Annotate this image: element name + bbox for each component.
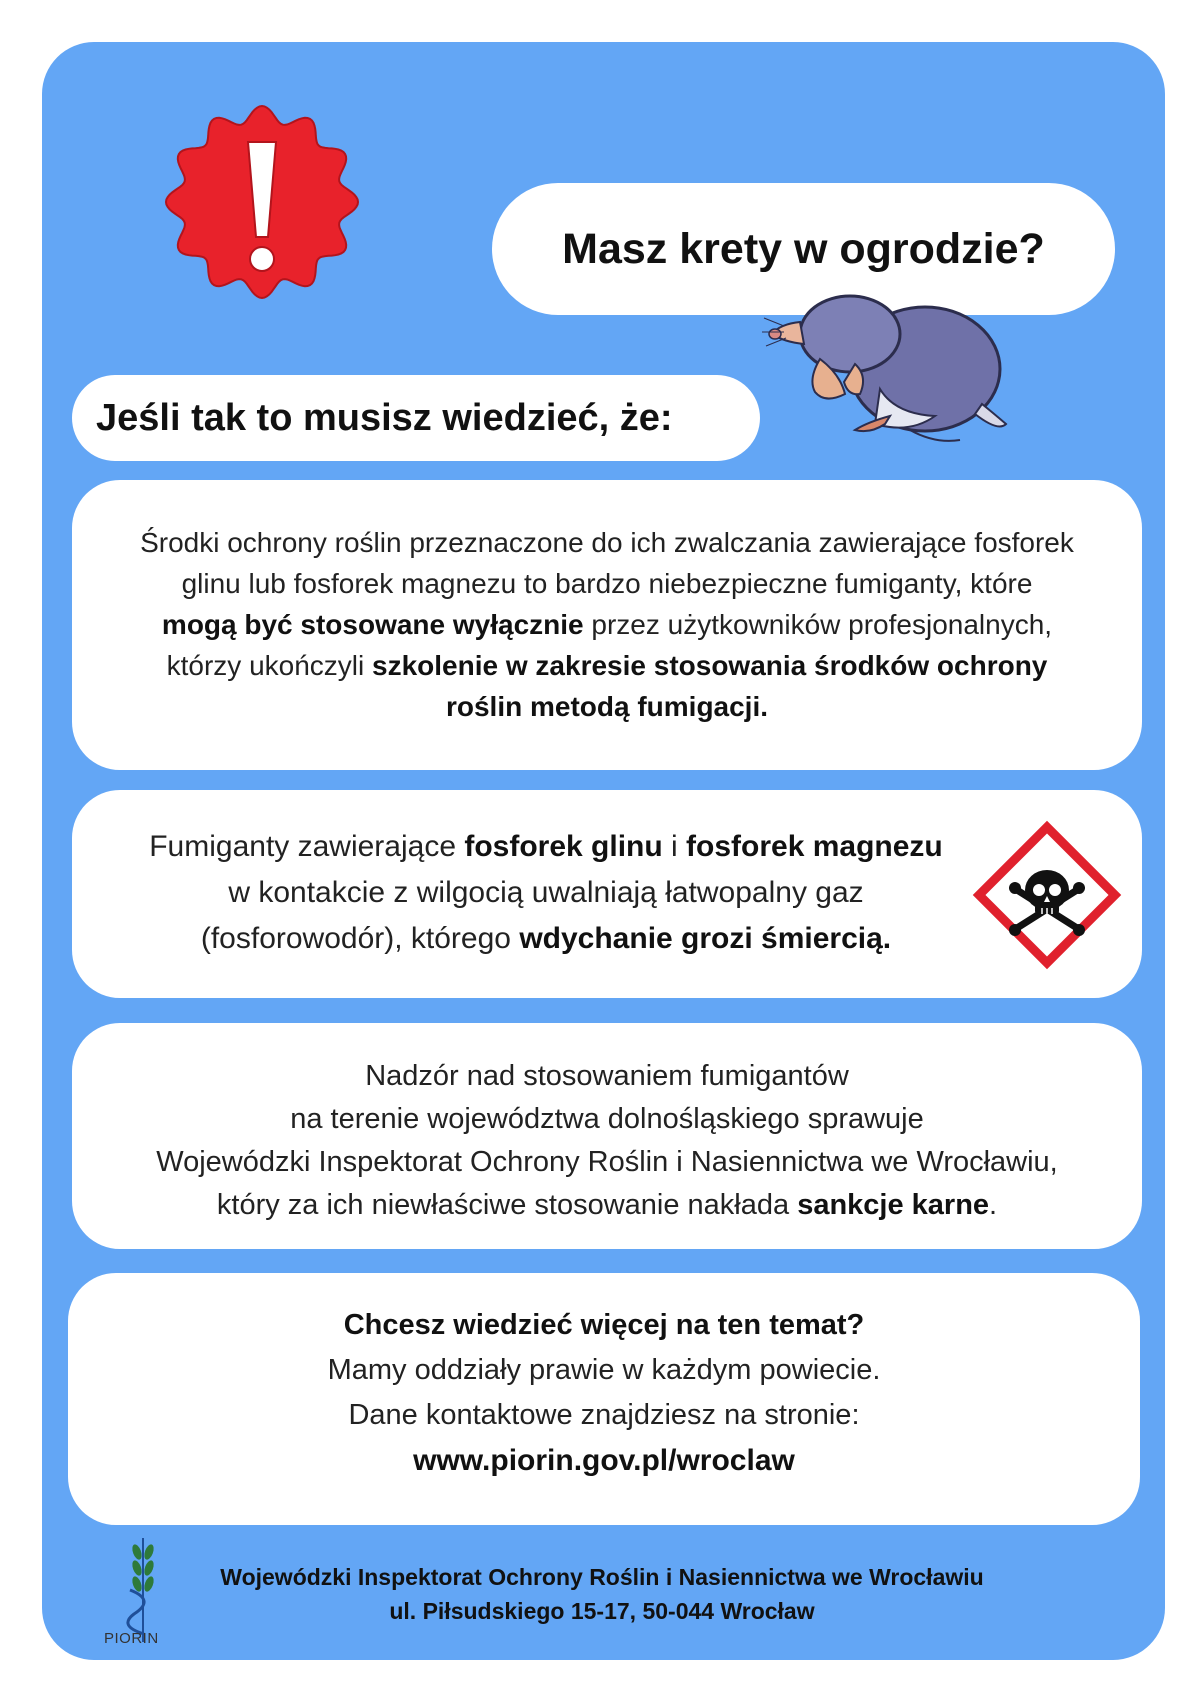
section1-line2: glinu lub fosforek magnezu to bardzo niebezpieczne fumiganty, które	[181, 568, 1033, 599]
section3-line3: Wojewódzki Inspektorat Ochrony Roślin i Nasiennictwa we Wrocławiu,	[156, 1146, 1058, 1178]
subtitle-box	[72, 375, 760, 461]
section3-line2: na terenie województwa dolnośląskiego sprawuje	[290, 1103, 924, 1135]
info-box-2	[72, 790, 1142, 998]
section2-line3	[86, 916, 1006, 962]
section2-b1: fosforek glinu	[464, 830, 663, 863]
section3-t4-post: .	[989, 1189, 998, 1221]
exclamation-badge-icon	[162, 102, 362, 302]
section1-bold1: mogą być stosowane wyłącznie	[161, 609, 584, 640]
section2-t1: Fumiganty zawierające	[149, 830, 465, 863]
section2-t2: i	[662, 830, 687, 863]
section2-b2: fosforek magnezu	[686, 830, 943, 863]
section1-line1: Środki ochrony roślin przeznaczone do ich zwalczania zawierające fosforek	[140, 527, 1074, 558]
section1-text4: którzy ukończyli	[166, 650, 373, 681]
section2-line2: w kontakcie z wilgocią uwalniają łatwopalny gaz	[228, 876, 864, 909]
section2-b3: wdychanie grozi śmiercią.	[519, 922, 892, 955]
section1-line4	[92, 645, 1122, 686]
section1-line3	[92, 604, 1122, 645]
info-box-3	[72, 1023, 1142, 1249]
section1-bold2: szkolenie w zakresie stosowania środków ochrony	[372, 650, 1048, 681]
poster	[42, 42, 1165, 1660]
section2-text	[86, 824, 1006, 962]
section3-line4	[92, 1184, 1122, 1227]
mole-illustration	[760, 264, 1010, 444]
section3-line1: Nadzór nad stosowaniem fumigantów	[365, 1060, 849, 1092]
section3-t4: który za ich niewłaściwe stosowanie nakłada	[216, 1189, 798, 1221]
logo-text: PIORIN	[104, 1630, 159, 1647]
section4-line3: Dane kontaktowe znajdziesz na stronie:	[348, 1399, 860, 1431]
website-link[interactable]: www.piorin.gov.pl/wroclaw	[413, 1444, 795, 1477]
section1-line5: roślin metodą fumigacji.	[445, 691, 769, 722]
section3-b4: sankcje karne	[797, 1189, 990, 1221]
skull-crossbones-hazard-icon	[972, 820, 1122, 970]
footer	[152, 1560, 1052, 1628]
section2-t3: (fosforowodór), którego	[200, 922, 520, 955]
subtitle: Jeśli tak to musisz wiedzieć, że:	[96, 396, 673, 439]
section4-line2: Mamy oddziały prawie w każdym powiecie.	[327, 1354, 881, 1386]
info-box-1	[72, 480, 1142, 770]
footer-address: ul. Piłsudskiego 15-17, 50-044 Wrocław	[389, 1598, 815, 1624]
section4-question: Chcesz wiedzieć więcej na ten temat?	[343, 1309, 865, 1341]
section1-text3: przez użytkowników profesjonalnych,	[583, 609, 1053, 640]
page-title: Masz krety w ogrodzie?	[562, 224, 1045, 273]
footer-org: Wojewódzki Inspektorat Ochrony Roślin i Nasiennictwa we Wrocławiu	[220, 1564, 984, 1590]
info-box-4	[68, 1273, 1140, 1525]
section2-line1	[86, 824, 1006, 870]
